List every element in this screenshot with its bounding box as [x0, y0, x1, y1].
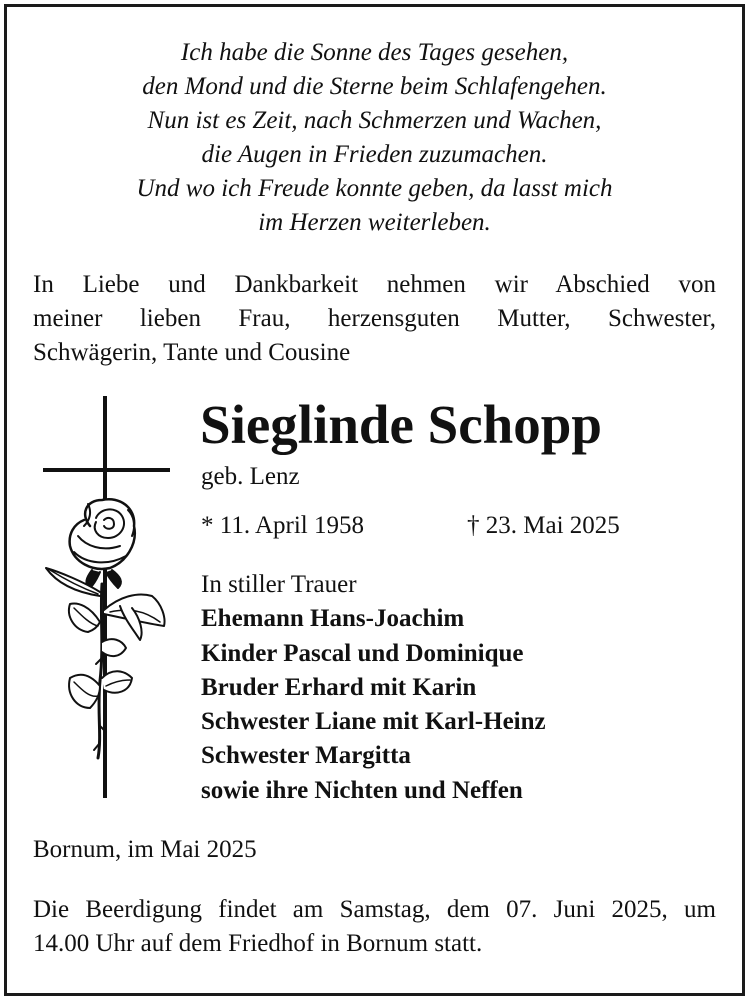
death-date: † 23. Mai 2025	[467, 512, 620, 539]
birth-name: geb. Lenz	[201, 463, 300, 490]
poem	[0, 36, 749, 240]
mourners-heading: In stiller Trauer	[201, 571, 357, 598]
mourner-entry: Bruder Erhard mit Karin	[201, 673, 477, 701]
deceased-name: Sieglinde Schopp	[200, 394, 602, 455]
mourners-list	[201, 568, 546, 808]
farewell-line: In Liebe und Dankbarkeit nehmen wir Abschied von	[33, 271, 716, 298]
birth-date: * 11. April 1958	[201, 512, 364, 539]
farewell-line: meiner lieben Frau, herzensguten Mutter, Schwester,	[33, 305, 716, 332]
poem-line: den Mond und die Sterne beim Schlafengehen.	[142, 73, 607, 100]
poem-line: Nun ist es Zeit, nach Schmerzen und Wachen,	[147, 107, 602, 134]
funeral-line: Die Beerdigung findet am Samstag, dem 07. Juni 2025, um	[33, 896, 716, 923]
mourner-entry: Kinder Pascal und Dominique	[201, 639, 524, 667]
cross-with-rose	[40, 396, 172, 798]
funeral-notice	[33, 893, 716, 961]
farewell-text	[33, 268, 716, 370]
mourner-entry: Schwester Margitta	[201, 742, 411, 770]
mourner-entry: sowie ihre Nichten und Neffen	[201, 776, 523, 804]
farewell-line: Schwägerin, Tante und Cousine	[33, 339, 351, 366]
funeral-line: 14.00 Uhr auf dem Friedhof in Bornum statt.	[33, 930, 483, 957]
mourner-entry: Ehemann Hans-Joachim	[201, 605, 465, 633]
poem-line: Ich habe die Sonne des Tages gesehen,	[180, 39, 569, 66]
place-and-date: Bornum, im Mai 2025	[33, 836, 257, 863]
poem-line: die Augen in Frieden zuzumachen.	[201, 141, 548, 168]
poem-line: im Herzen weiterleben.	[258, 209, 491, 236]
mourner-entry: Schwester Liane mit Karl-Heinz	[201, 708, 546, 736]
poem-line: Und wo ich Freude konnte geben, da lasst mich	[136, 175, 613, 202]
